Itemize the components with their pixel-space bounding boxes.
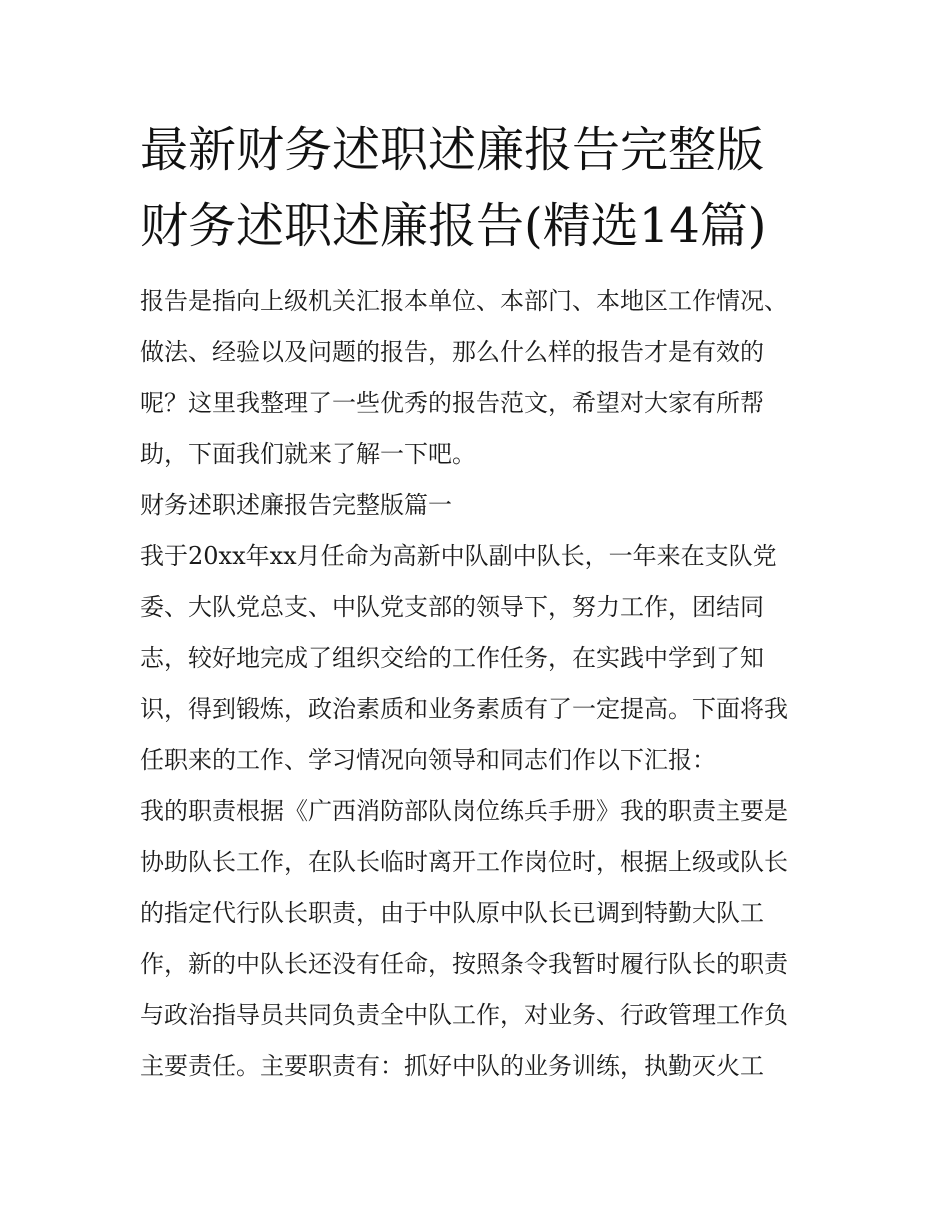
body-line: 做法、经验以及问题的报告，那么什么样的报告才是有效的 — [140, 338, 764, 366]
body-line: 我的职责根据《广西消防部队岗位练兵手册》我的职责主要是 — [140, 797, 788, 825]
body-line: 委、大队党总支、中队党支部的领导下，努力工作，团结同 — [140, 593, 764, 621]
title-line-2: 财务述职述廉报告(精选14篇) — [140, 198, 767, 254]
body-line: 作，新的中队长还没有任命，按照条令我暂时履行队长的职责 — [140, 950, 788, 978]
body-line: 与政治指导员共同负责全中队工作，对业务、行政管理工作负 — [140, 1001, 788, 1029]
body-line: 协助队长工作，在队长临时离开工作岗位时，根据上级或队长 — [140, 848, 788, 876]
body-line: 识，得到锻炼，政治素质和业务素质有了一定提高。下面将我 — [140, 695, 788, 723]
body-line: 主要责任。主要职责有：抓好中队的业务训练，执勤灭火工 — [140, 1052, 764, 1080]
body-line: 报告是指向上级机关汇报本单位、本部门、本地区工作情况、 — [140, 287, 788, 315]
body-line: 助，下面我们就来了解一下吧。 — [140, 440, 476, 468]
document-title — [140, 112, 840, 264]
body-line: 任职来的工作、学习情况向领导和同志们作以下汇报： — [140, 746, 716, 774]
section-heading: 财务述职述廉报告完整版篇一 — [140, 491, 452, 519]
body-line: 呢？这里我整理了一些优秀的报告范文，希望对大家有所帮 — [140, 389, 764, 417]
document-body — [140, 276, 820, 1092]
body-line: 志，较好地完成了组织交给的工作任务，在实践中学到了知 — [140, 644, 764, 672]
body-line: 的指定代行队长职责，由于中队原中队长已调到特勤大队工 — [140, 899, 764, 927]
body-line: 我于20xx年xx月任命为高新中队副中队长，一年来在支队党 — [140, 542, 777, 570]
title-line-1: 最新财务述职述廉报告完整版 — [140, 122, 765, 178]
